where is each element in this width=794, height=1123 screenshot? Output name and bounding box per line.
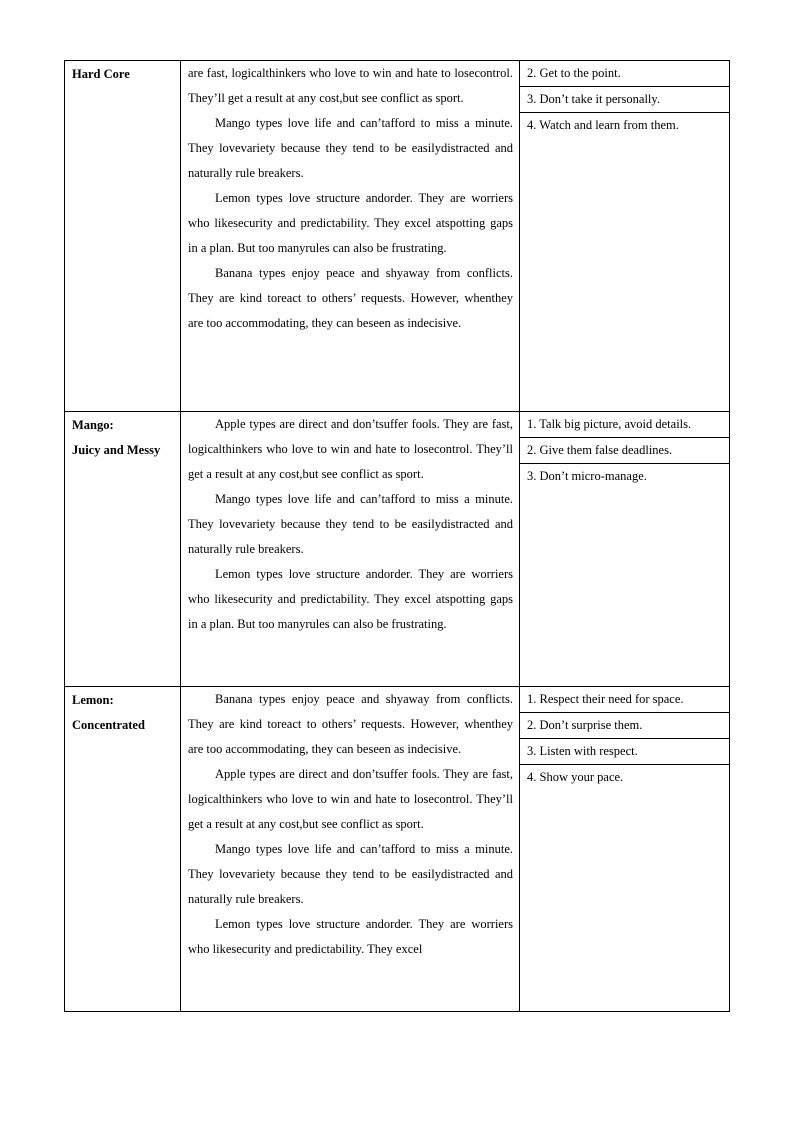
tip-item: 4. Watch and learn from them. [527,118,679,132]
table-row [65,687,730,1012]
tip-item: 3. Don’t take it personally. [520,87,729,113]
description-paragraph: Apple types are direct and don’tsuffer fools. They are fast, logicalthinkers who love to win and hate to losecontrol. They’ll get a result at any cost,but see conflict as sport. [188,417,513,481]
tip-item: 3. Don’t micro-manage. [527,469,647,483]
description-cell [181,61,520,412]
tips-cell [520,61,730,412]
type-label: Lemon: [72,693,114,707]
description-paragraph: are fast, logicalthinkers who love to win and hate to losecontrol. They’ll get a result at any cost,but see conflict as sport. [188,66,513,105]
tip-item: 1. Respect their need for space. [520,687,729,713]
tips-cell [520,412,730,687]
type-label-cell [65,412,181,687]
type-label: Hard Core [72,67,130,81]
description-cell [181,687,520,1012]
description-paragraph: Lemon types love structure andorder. They are worriers who likesecurity and predictability. They excel atspotting gaps in a plan. But too manyrules can also be frustrating. [188,191,513,255]
tip-item: 2. Get to the point. [520,61,729,87]
table-row [65,412,730,687]
type-sublabel: Concentrated [72,718,145,732]
tips-cell [520,687,730,1012]
tip-item: 4. Show your pace. [527,770,624,784]
fruit-types-table [64,60,730,1012]
description-paragraph: Apple types are direct and don’tsuffer fools. They are fast, logicalthinkers who love to win and hate to losecontrol. They’ll get a result at any cost,but see conflict as sport. [188,767,513,831]
description-paragraph: Mango types love life and can’tafford to miss a minute. They lovevariety because they tend to be easilydistracted and naturally rule breakers. [188,492,513,556]
tip-item: 3. Listen with respect. [520,739,729,765]
tip-item: 2. Give them false deadlines. [520,438,729,464]
tip-item: 1. Talk big picture, avoid details. [520,412,729,438]
description-paragraph: Mango types love life and can’tafford to miss a minute. They lovevariety because they tend to be easilydistracted and naturally rule breakers. [188,842,513,906]
type-label: Mango: [72,418,114,432]
description-cell [181,412,520,687]
description-paragraph: Mango types love life and can’tafford to miss a minute. They lovevariety because they tend to be easilydistracted and naturally rule breakers. [188,116,513,180]
description-paragraph: Lemon types love structure andorder. They are worriers who likesecurity and predictability. They excel atspotting gaps in a plan. But too manyrules can also be frustrating. [188,567,513,631]
type-label-cell [65,61,181,412]
description-paragraph: Banana types enjoy peace and shyaway from conflicts. They are kind toreact to others’ requests. However, whenthey are too accommodating, they can beseen as indecisive. [188,692,513,756]
tip-item: 2. Don’t surprise them. [520,713,729,739]
type-label-cell [65,687,181,1012]
type-sublabel: Juicy and Messy [72,443,161,457]
description-paragraph: Banana types enjoy peace and shyaway from conflicts. They are kind toreact to others’ requests. However, whenthey are too accommodating, they can beseen as indecisive. [188,266,513,330]
description-paragraph: Lemon types love structure andorder. They are worriers who likesecurity and predictability. They excel [188,917,513,956]
table-row [65,61,730,412]
